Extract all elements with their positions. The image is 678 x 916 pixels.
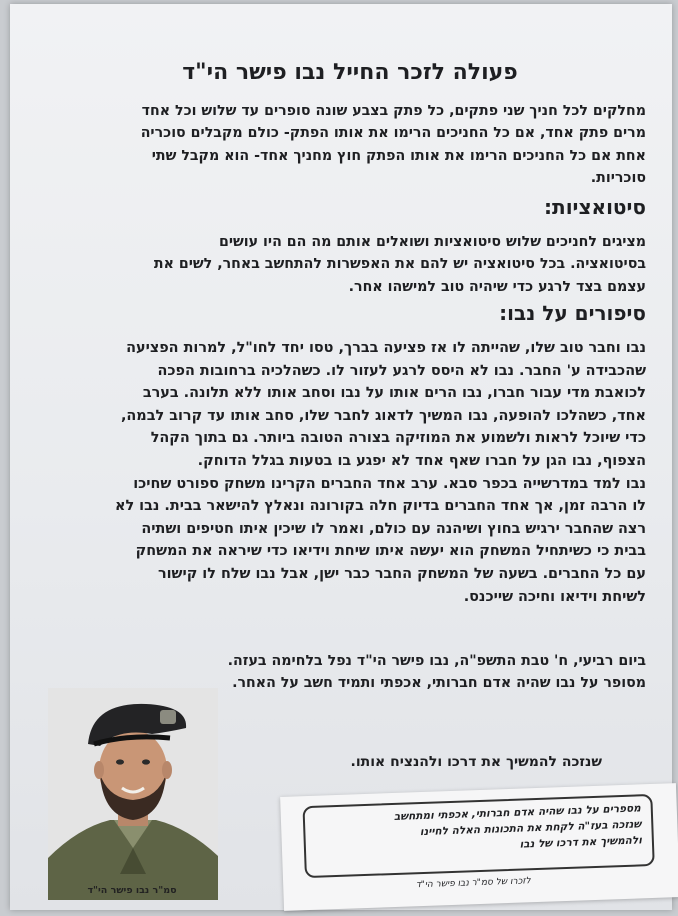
- text-line: בבית כי כשיתחיל המשחק הוא יעשה איתו שיחת וידיאו כדי שיראה את המשחק: [135, 543, 646, 560]
- activity-sheet: [10, 4, 672, 910]
- portrait-illustration: [48, 688, 218, 900]
- text-line: עם כל החברים. בשעה של המשחק החבר כבר ישן, אבל נבו שלח לו קישור: [157, 565, 646, 582]
- text-line: לכואבת מדי עבור חברו, נבו הרים אותו על נבו וסחב אותו ללא תלונה. בערב: [142, 385, 646, 402]
- text-line: עצמם בצד לרגע כדי שיהיה טוב למישהו אחר.: [348, 278, 646, 295]
- note-line: ולהמשיך את דרכו של נבו: [519, 834, 643, 851]
- text-line: אחד, כשהלכו להופעה, נבו המשיך לדאוג לחבר שלו, סחב אותו עד קרוב לבמה,: [120, 407, 646, 424]
- soldier-portrait: [48, 688, 218, 900]
- page-title: פעולה לזכר החייל נבו פישר הי"ד: [182, 60, 518, 85]
- text-line: מרים פתק אחד, אם כל החניכים הרימו את אותו הפתק- כולם מקבלים סוכריה: [140, 125, 646, 142]
- text-line: בסיטואציה. בכל סיטואציה יש להם את האפשרות להתחשב באחר, לשים את: [153, 256, 646, 273]
- text-line: אחת אם כל החניכים הרימו את אותו הפתק חוץ מחניך אחד- הוא מקבל שתי: [151, 147, 646, 164]
- stories-paragraph: [46, 337, 646, 608]
- note-line: מספרים על נבו שהיה אדם חברותי, אכפתי ומתחשב: [393, 802, 641, 823]
- stories-heading: סיפורים על נבו:: [499, 301, 646, 325]
- intro-paragraph: [46, 100, 646, 190]
- text-line: נבו למד במדרשייה בכפר סבא. ערב אחד החברים הקרינו משחק ספורט שחיכו: [133, 475, 646, 492]
- portrait-caption: סמ"ר נבו פישר הי"ד: [87, 885, 177, 896]
- note-signature: לזכרו של סמ"ר נבו פישר הי"ד: [415, 876, 531, 891]
- text-line: לו הרבה זמן, אך אחד החברים בדיוק חלה בקורונה ונאלץ להישאר בבית. נבו לא: [114, 498, 646, 515]
- situations-paragraph: [46, 231, 646, 298]
- text-line: כדי שיוכל לראות ולשמוע את המוזיקה בצורה הטובה ביותר. גם בתוך הקהל: [150, 430, 646, 447]
- text-line: מחלקים לכל חניך שני פתקים, כל פתק בצבע שונה סופרים עד שלוש וכל אחד: [141, 103, 646, 119]
- text-line: מסופר על נבו שהיה אדם חברותי, אכפתי ותמיד חשב על האחר.: [232, 675, 646, 692]
- text-line: סוכריות.: [590, 170, 646, 187]
- text-line: ביום רביעי, ח' טבת התשפ"ה, נבו פישר הי"ד נפל בלחימה בעזה.: [227, 653, 646, 669]
- text-line: שהכבידה ע' החבר. נבו לא היסס לרגע לעזור לו. כשהלכיה ברחובות הפכה: [157, 362, 646, 379]
- text-line: רצה שהחבר ירגיש בחוץ ושיהנה עם כולם, ואמר לו שיכין איתו חטיפים ושתיה: [141, 520, 646, 537]
- situations-heading: סיטואציות:: [544, 195, 646, 219]
- note-line: שנזכה בעז"ה לקחת את התכונות האלה לחיינו: [419, 818, 642, 839]
- memorial-note-card: [280, 783, 678, 911]
- closing-line: שנזכה להמשיך את דרכו ולהנציח אותו.: [350, 754, 602, 770]
- text-line: לשיחת וידיאו וחיכה שייכנס.: [463, 588, 646, 605]
- text-line: מציגים לחניכים שלוש סיטואציות ושואלים אותם מה הם היו עושים: [218, 234, 646, 250]
- text-line: הצפוף, נבו הגן על חברו שאף אחד לא יפגע בו בטעות בגלל הדוחק.: [197, 452, 646, 469]
- text-line: נבו וחבר טוב שלו, שהייתה לו אז פציעה בברך, טסו יחד לחו"ל, למרות הפציעה: [126, 340, 646, 356]
